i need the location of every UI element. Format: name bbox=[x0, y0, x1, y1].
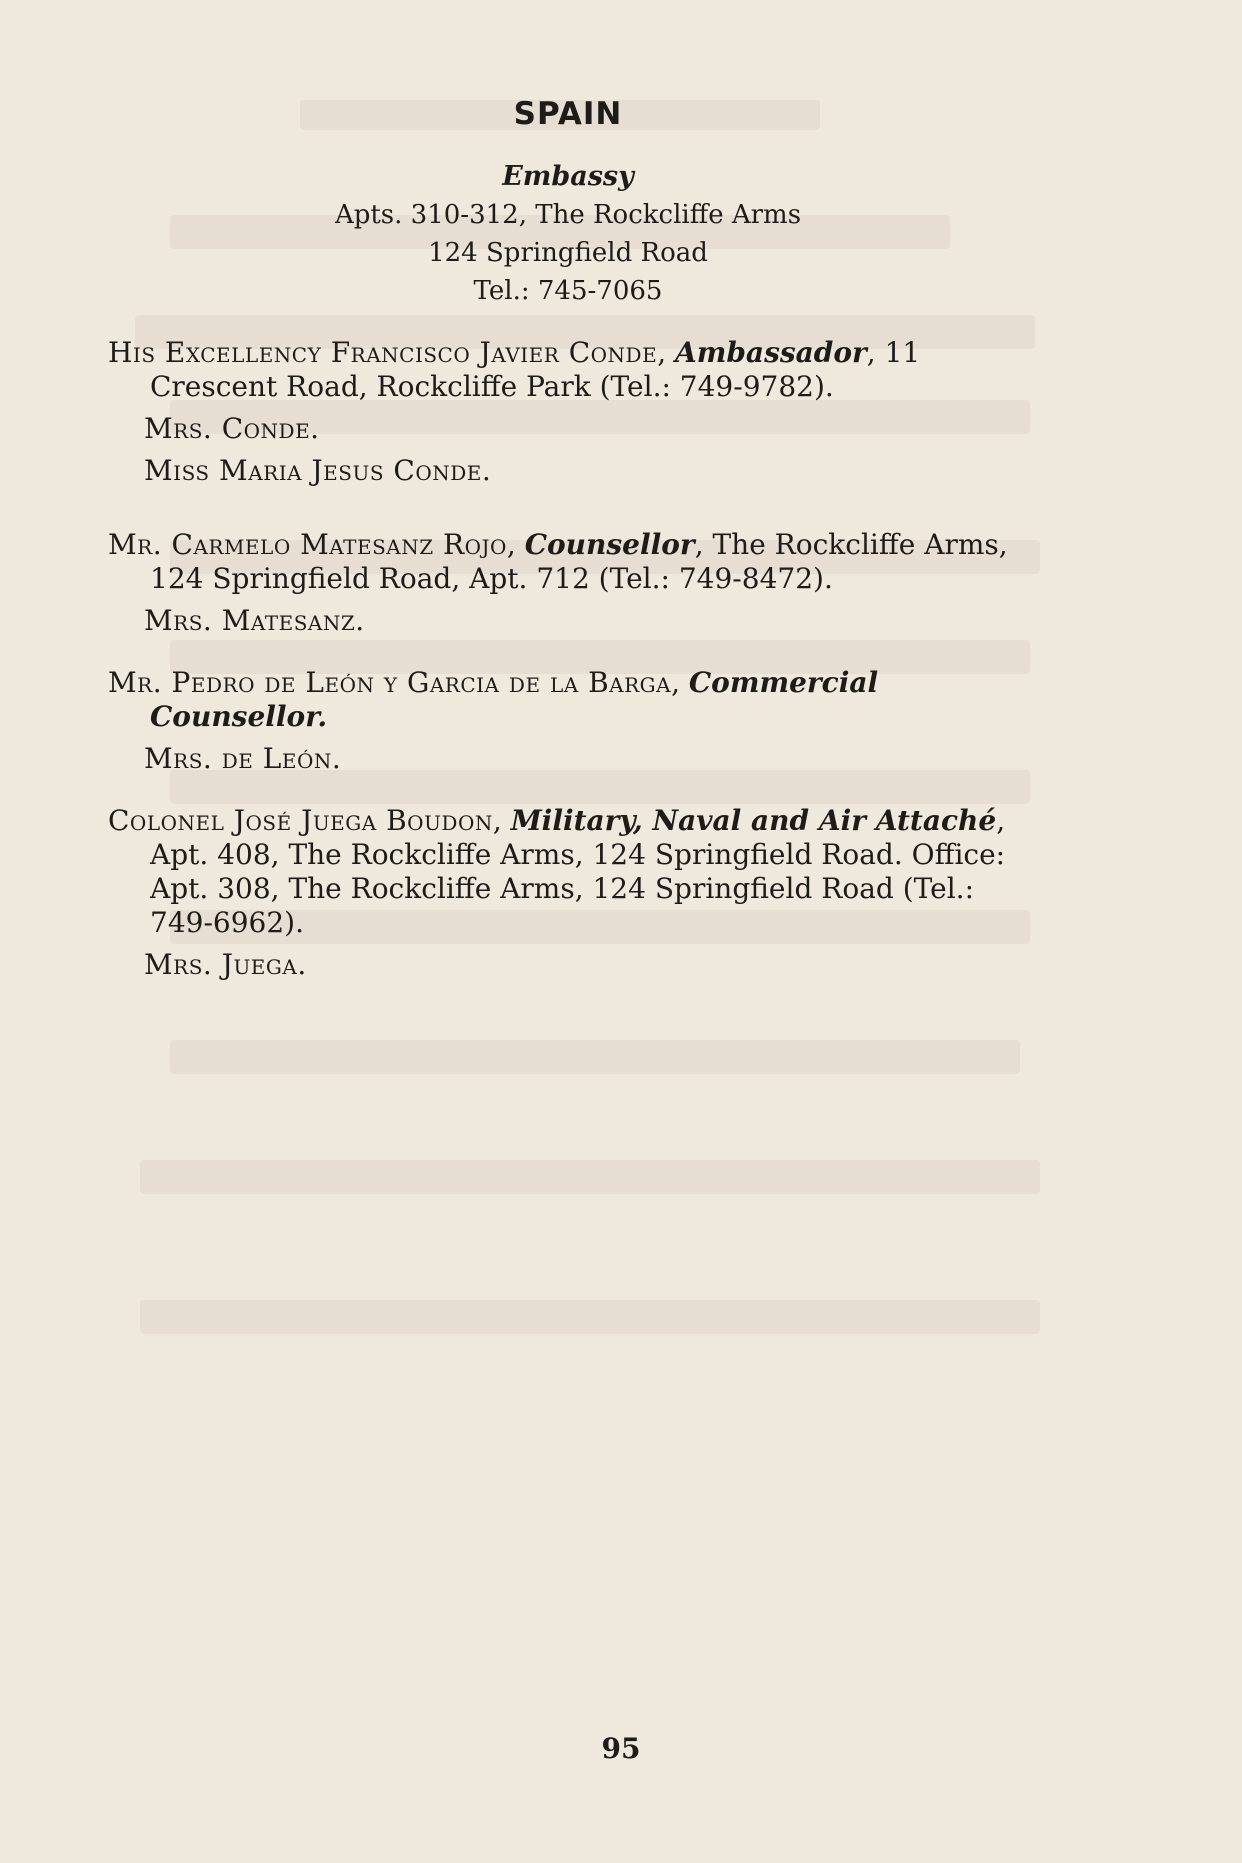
staff-entry bbox=[108, 666, 1028, 776]
staff-entry-main: Mr. Pedro de León y Garcia de la Barga, Commercial Counsellor. bbox=[108, 666, 879, 733]
staff-name: Mr. Carmelo Matesanz Rojo bbox=[108, 528, 507, 561]
embassy-label: Embassy bbox=[502, 161, 634, 192]
staff-entry bbox=[108, 528, 1028, 638]
staff-title: Military, Naval and Air Attaché bbox=[510, 804, 997, 837]
staff-entry-main: His Excellency Francisco Javier Conde, Ambassador, 11 Crescent Road, Rockcliffe Park (Tel.: 749-9782). bbox=[108, 336, 921, 403]
family-member: Mrs. Conde. bbox=[144, 412, 320, 445]
page-content bbox=[108, 96, 1028, 982]
country-heading: SPAIN bbox=[513, 96, 623, 132]
staff-title: Commercial Counsellor. bbox=[150, 666, 879, 733]
staff-entry bbox=[108, 804, 1028, 982]
page-number: 95 bbox=[601, 1732, 641, 1765]
embassy-phone: Tel.: 745-7065 bbox=[473, 276, 663, 306]
embassy-address-line-1: Apts. 310-312, The Rockcliffe Arms bbox=[334, 200, 802, 230]
embassy-address-line-2: 124 Springfield Road bbox=[428, 238, 708, 268]
staff-entry-main: Colonel José Juega Boudon, Military, Naval and Air Attaché, Apt. 408, The Rockcliffe Arms, 124 Springfield Road. Office: Apt. 308, The Rockcliffe Arms, 124 Springfield Road (Tel.: 749-6962). bbox=[108, 804, 1006, 939]
staff-title: Counsellor bbox=[524, 528, 695, 561]
staff-entry bbox=[108, 336, 1028, 488]
family-member: Mrs. Matesanz. bbox=[144, 604, 365, 637]
staff-entry-main: Mr. Carmelo Matesanz Rojo, Counsellor, The Rockcliffe Arms, 124 Springfield Road, Apt. 712 (Tel.: 749-8472). bbox=[108, 528, 1008, 595]
staff-details: 11 Crescent Road, Rockcliffe Park (Tel.: 749-9782). bbox=[150, 336, 921, 403]
family-member: Mrs. Juega. bbox=[144, 948, 307, 981]
staff-title: Ambassador bbox=[675, 336, 867, 369]
staff-details: The Rockcliffe Arms, 124 Springfield Road, Apt. 712 (Tel.: 749-8472). bbox=[150, 528, 1008, 595]
staff-name: His Excellency Francisco Javier Conde bbox=[108, 336, 658, 369]
staff-name: Mr. Pedro de León y Garcia de la Barga bbox=[108, 666, 672, 699]
family-member: Miss Maria Jesus Conde. bbox=[144, 454, 492, 487]
staff-name: Colonel José Juega Boudon bbox=[108, 804, 493, 837]
embassy-block bbox=[108, 158, 1028, 310]
staff-details: Apt. 408, The Rockcliffe Arms, 124 Springfield Road. Office: Apt. 308, The Rockcliffe Arms, 124 Springfield Road (Tel.: 749-6962). bbox=[150, 838, 1006, 939]
family-member: Mrs. de León. bbox=[144, 742, 342, 775]
